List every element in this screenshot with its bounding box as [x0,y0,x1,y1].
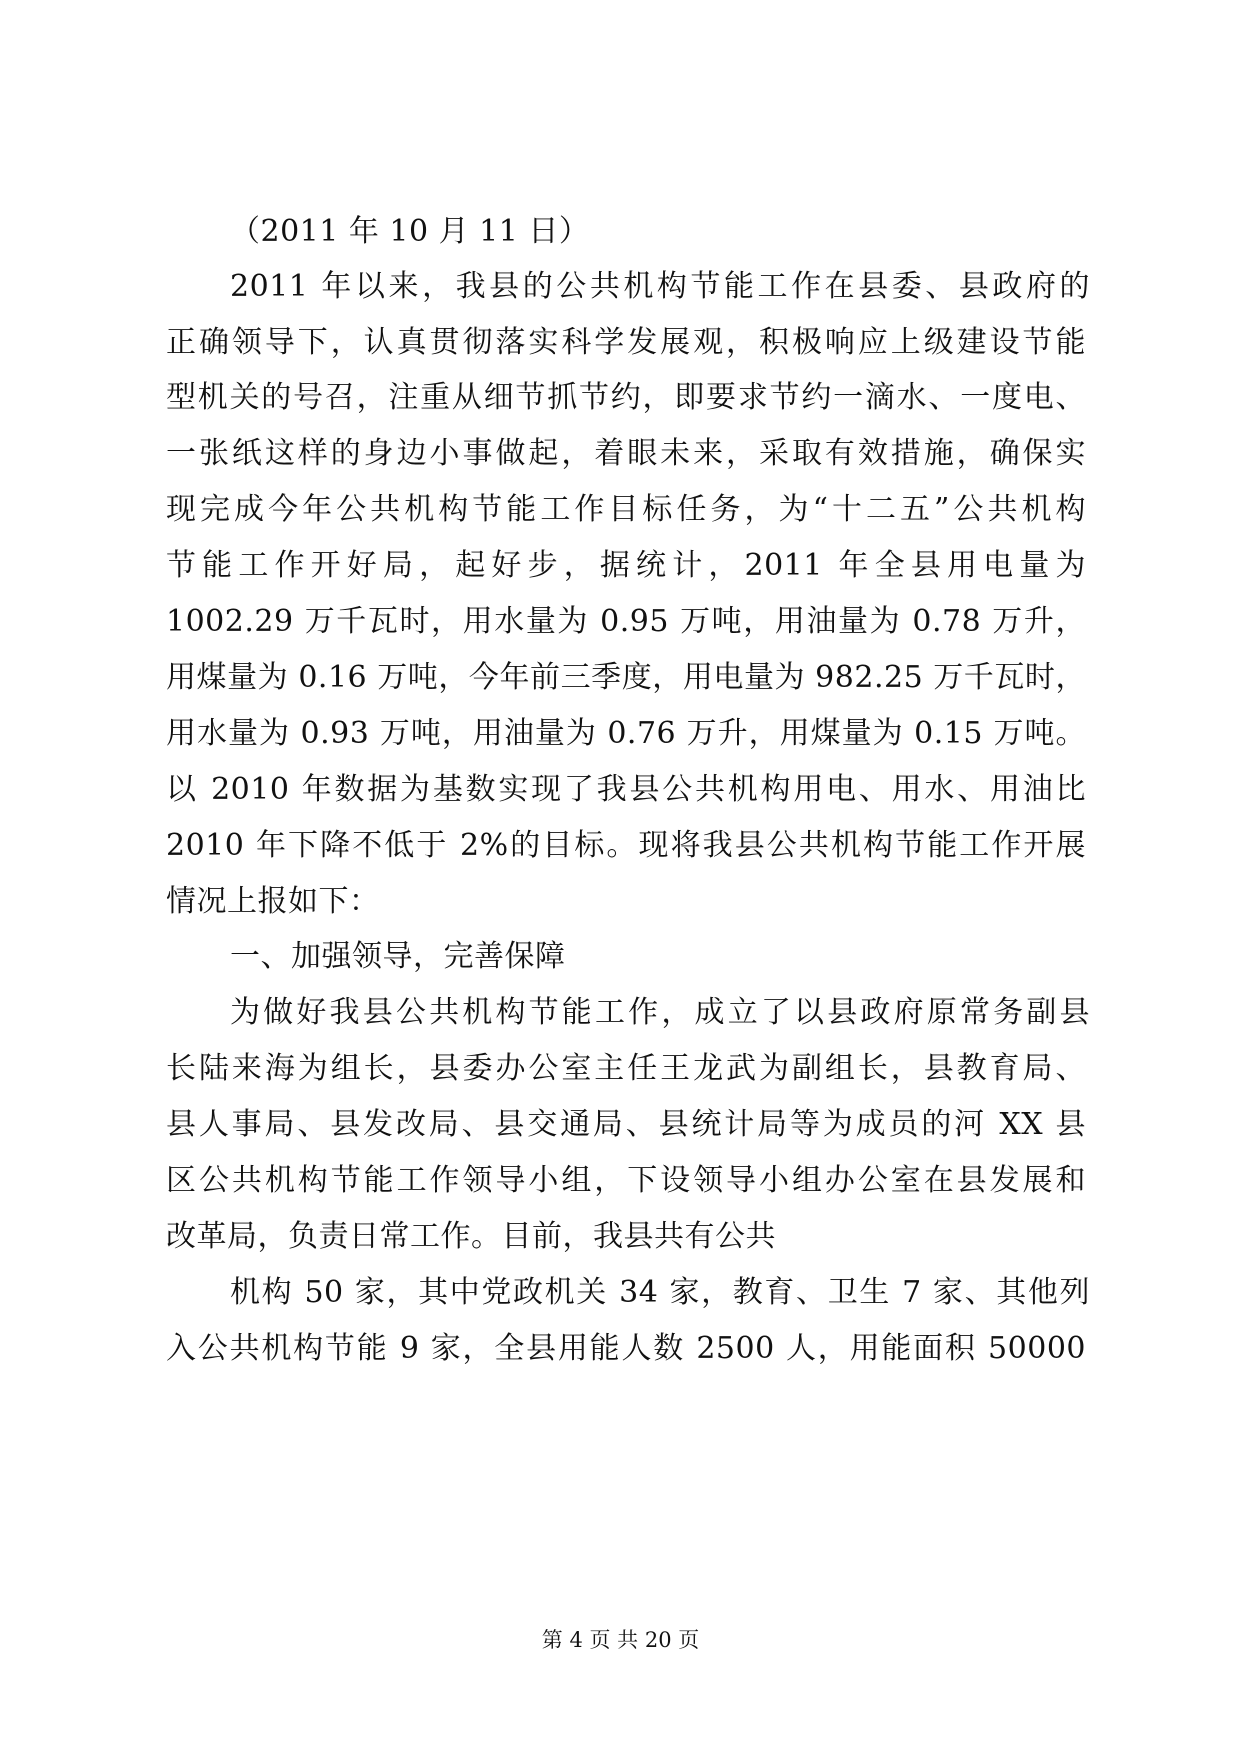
paragraph-line: 正确领导下，认真贯彻落实科学发展观，积极响应上级建设节能 [166,325,1086,360]
paragraph-line: 入公共机构节能 9 家，全县用能人数 2500 人，用能面积 50000 [166,1331,1086,1366]
page-number-footer: 第 4 页 共 20 页 [541,1628,700,1652]
paragraph-line: 区公共机构节能工作领导小组，下设领导小组办公室在县发展和 [166,1163,1086,1198]
paragraph-line: 改革局，负责日常工作。目前，我县共有公共 [166,1219,776,1254]
paragraph-line: 为做好我县公共机构节能工作，成立了以县政府原常务副县 [230,995,1090,1030]
paragraph-line: 1002.29 万千瓦时，用水量为 0.95 万吨，用油量为 0.78 万升， [166,604,1086,639]
paragraph-line: 型机关的号召，注重从细节抓节约，即要求节约一滴水、一度电、 [166,380,1086,415]
paragraph-line: 县人事局、县发改局、县交通局、县统计局等为成员的河 XX 县 [166,1107,1086,1142]
date-line: （2011 年 10 月 11 日） [230,214,590,249]
paragraph-line: 节能工作开好局，起好步，据统计，2011 年全县用电量为 [166,548,1086,583]
paragraph-line: 用煤量为 0.16 万吨，今年前三季度，用电量为 982.25 万千瓦时， [166,660,1086,695]
paragraph-line: 一张纸这样的身边小事做起，着眼未来，采取有效措施，确保实 [166,436,1086,471]
paragraph-line: 情况上报如下： [166,884,380,919]
paragraph-line: 现完成今年公共机构节能工作目标任务，为“十二五”公共机构 [166,492,1086,527]
paragraph-line: 2010 年下降不低于 2%的目标。现将我县公共机构节能工作开展 [166,828,1086,863]
paragraph-line: 长陆来海为组长，县委办公室主任王龙武为副组长，县教育局、 [166,1051,1086,1086]
paragraph-line: 用水量为 0.93 万吨，用油量为 0.76 万升，用煤量为 0.15 万吨。 [166,716,1086,751]
section-heading: 一、加强领导，完善保障 [230,939,566,974]
paragraph-line: 2011 年以来，我县的公共机构节能工作在县委、县政府的 [230,269,1090,304]
paragraph-line: 机构 50 家，其中党政机关 34 家，教育、卫生 7 家、其他列 [230,1275,1090,1310]
paragraph-line: 以 2010 年数据为基数实现了我县公共机构用电、用水、用油比 [166,772,1086,807]
